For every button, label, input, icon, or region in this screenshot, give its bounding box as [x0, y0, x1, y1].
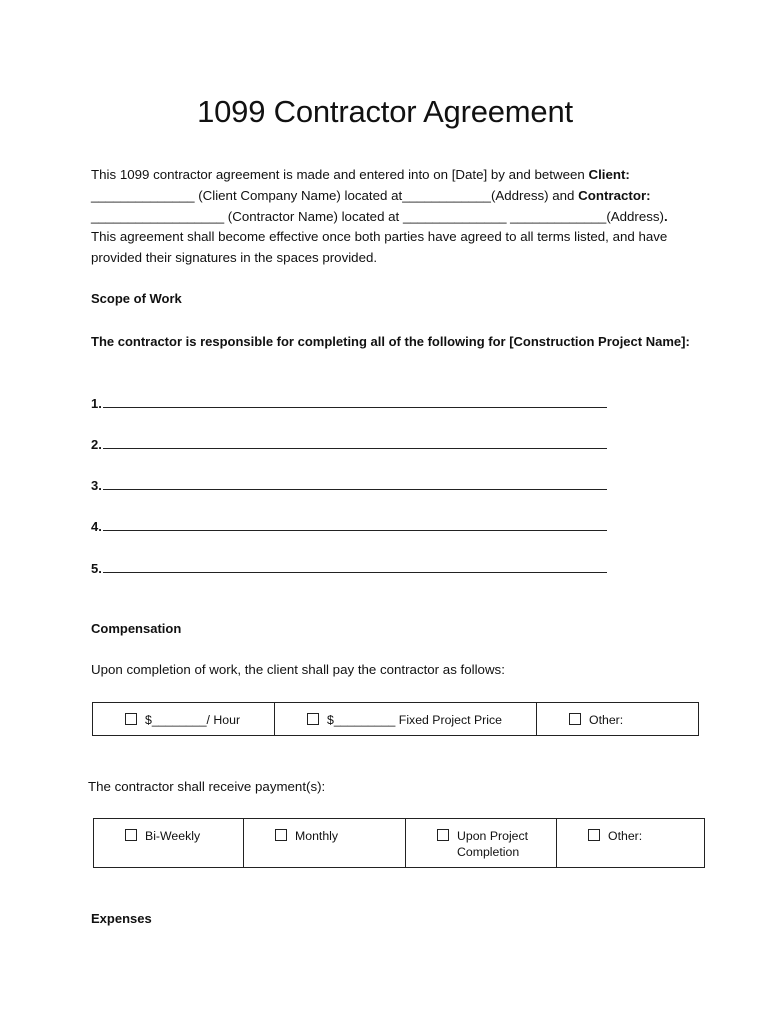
- compensation-options-table: [92, 702, 699, 736]
- compensation-option-other: Other:: [537, 703, 699, 736]
- blank-line[interactable]: [103, 478, 607, 490]
- scope-item-1[interactable]: 1.: [91, 396, 607, 411]
- intro-text-1: This 1099 contractor agreement is made and entered into on [Date] by and between: [91, 167, 589, 182]
- blank-line[interactable]: [103, 437, 607, 449]
- intro-text-2: ______________ (Client Company Name) located at____________(Address) and: [91, 187, 579, 203]
- compensation-text: Upon completion of work, the client shall pay the contractor as follows:: [91, 662, 505, 677]
- document-title: 1099 Contractor Agreement: [197, 94, 573, 129]
- scope-heading: Scope of Work: [91, 291, 182, 306]
- checkbox[interactable]: [569, 713, 581, 725]
- scope-item-2[interactable]: 2.: [91, 437, 607, 452]
- checkbox[interactable]: [275, 829, 287, 841]
- intro-text-3: __________________ (Contractor Name) located at ______________ _____________(Address): [91, 208, 664, 224]
- checkbox[interactable]: [125, 713, 137, 725]
- payment-option-biweekly: Bi-Weekly: [94, 819, 244, 868]
- expenses-heading: Expenses: [91, 911, 152, 926]
- contractor-label: Contractor:: [578, 187, 651, 203]
- compensation-option-fixed: $_________ Fixed Project Price: [275, 703, 537, 736]
- payment-option-monthly: Monthly: [244, 819, 406, 868]
- compensation-heading: Compensation: [91, 621, 182, 636]
- payment-option-other: Other:: [557, 819, 705, 868]
- scope-item-3[interactable]: 3.: [91, 478, 607, 493]
- checkbox[interactable]: [307, 713, 319, 725]
- payment-text: The contractor shall receive payment(s):: [88, 779, 326, 794]
- checkbox[interactable]: [125, 829, 137, 841]
- blank-line[interactable]: [103, 519, 607, 531]
- checkbox[interactable]: [437, 829, 449, 841]
- scope-statement: The contractor is responsible for completing all of the following for [Construction Project Name]:: [91, 334, 690, 349]
- scope-item-4[interactable]: 4.: [91, 519, 607, 534]
- blank-line[interactable]: [103, 396, 607, 408]
- payment-option-completion: Upon Project Completion: [406, 819, 557, 868]
- intro-paragraph: [91, 165, 681, 269]
- checkbox[interactable]: [588, 829, 600, 841]
- blank-line[interactable]: [103, 561, 607, 573]
- client-label: Client:: [588, 167, 630, 182]
- payment-options-table: [93, 818, 705, 868]
- compensation-option-hourly: $________/ Hour: [93, 703, 275, 736]
- intro-text-4: This agreement shall become effective once both parties have agreed to all terms listed, and have provided their signatures in the spaces provided.: [91, 229, 668, 266]
- scope-item-5[interactable]: 5.: [91, 561, 607, 576]
- intro-period: .: [663, 208, 668, 224]
